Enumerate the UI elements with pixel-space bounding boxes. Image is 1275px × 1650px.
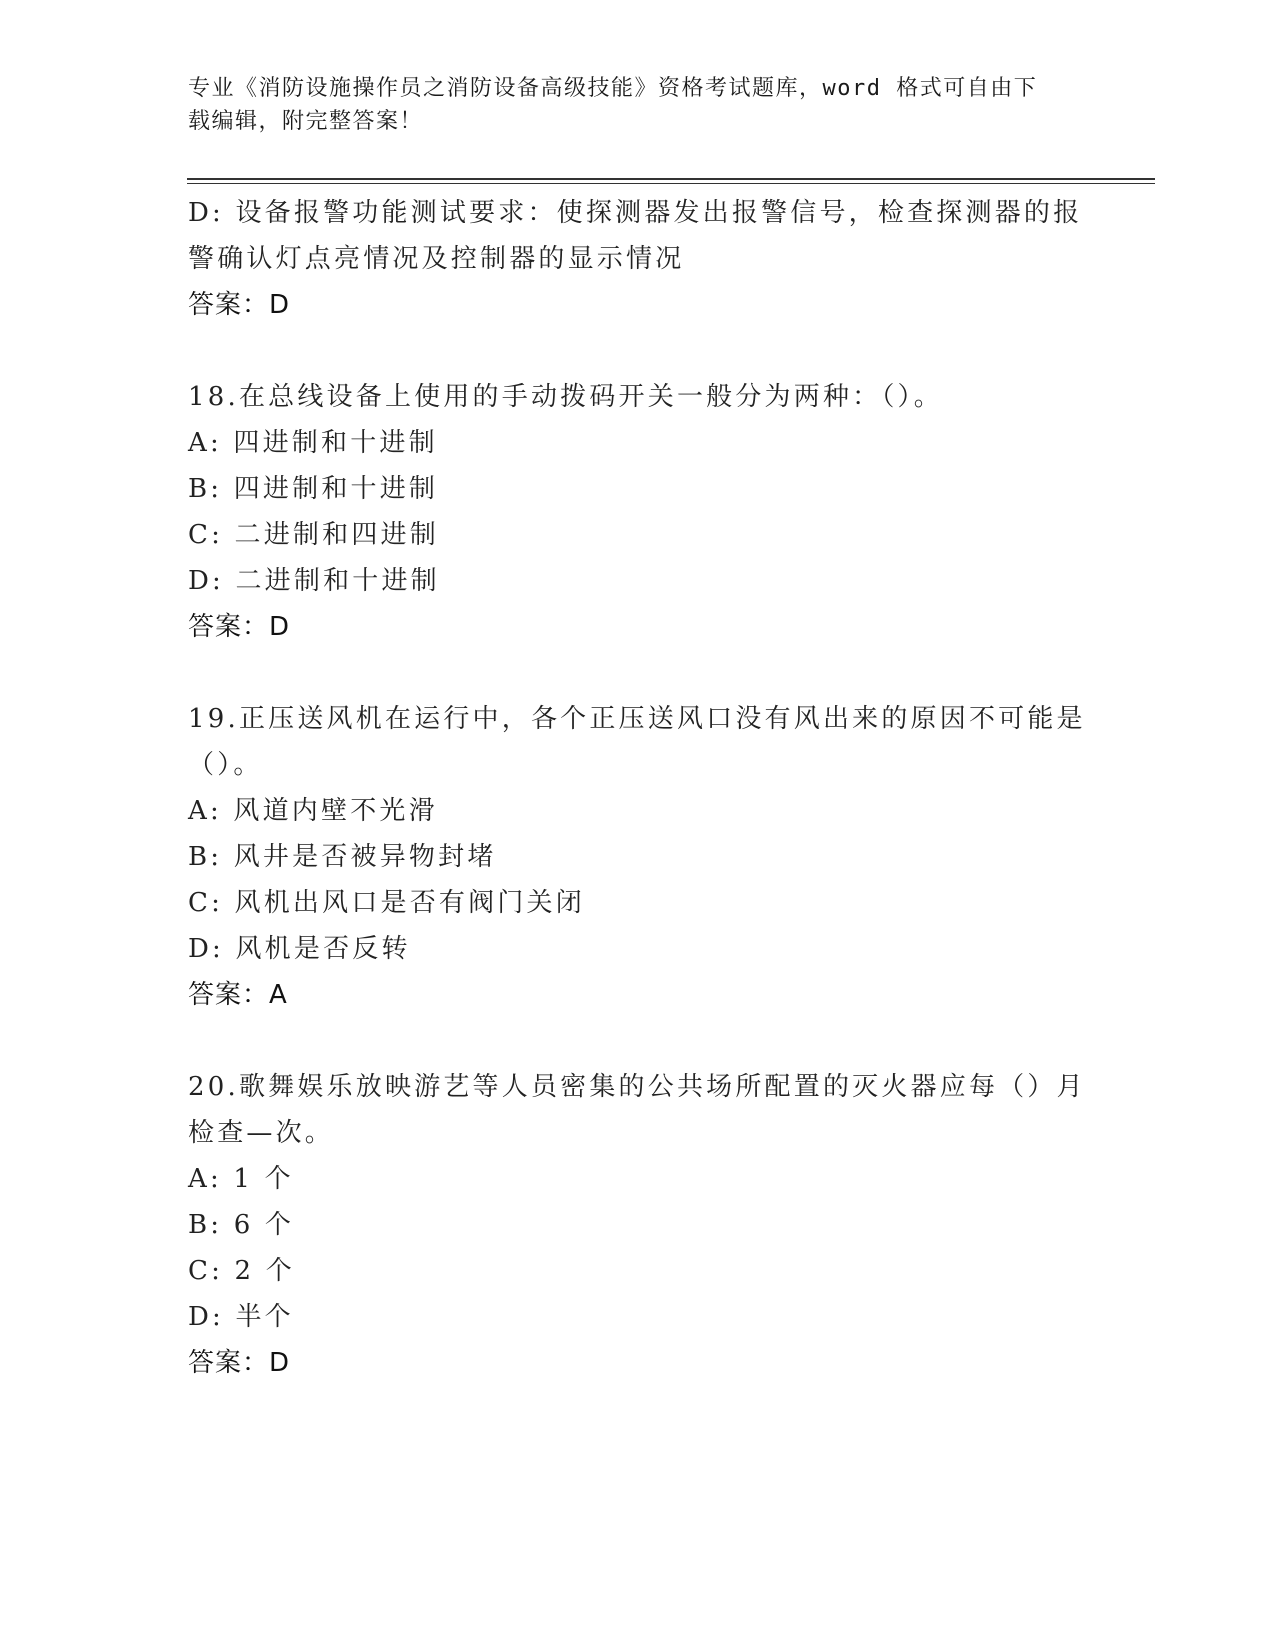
option-d: D: 设备报警功能测试要求：使探测器发出报警信号，检查探测器的报 [188, 198, 1083, 228]
continued-question [188, 190, 1088, 328]
option-c: C: 二进制和四进制 [188, 520, 439, 550]
question-content [188, 190, 1088, 1386]
question-19 [188, 696, 1088, 1018]
option-a: A: 四进制和十进制 [188, 428, 438, 458]
option-d: D: 风机是否反转 [188, 934, 411, 964]
document-header [188, 72, 1088, 138]
option-c: C: 2 个 [188, 1256, 295, 1286]
answer: 答案：D [188, 290, 291, 320]
question-text: 18.在总线设备上使用的手动拨码开关一般分为两种：（）。 [188, 382, 943, 412]
option-a: A: 1 个 [188, 1164, 294, 1194]
option-a: A: 风道内壁不光滑 [188, 796, 438, 826]
header-line-2: 载编辑，附完整答案！ [188, 109, 424, 134]
answer: 答案：D [188, 1348, 291, 1378]
option-d: D: 二进制和十进制 [188, 566, 440, 596]
question-text: 19.正压送风机在运行中，各个正压送风口没有风出来的原因不可能是 [188, 704, 1086, 734]
question-18 [188, 374, 1088, 650]
option-c: C: 风机出风口是否有阀门关闭 [188, 888, 585, 918]
option-d-continued: 警确认灯点亮情况及控制器的显示情况 [188, 244, 685, 274]
question-20 [188, 1064, 1088, 1386]
header-divider-thin [187, 183, 1155, 184]
answer: 答案：A [188, 980, 288, 1010]
header-line-1: 专业《消防设施操作员之消防设备高级技能》资格考试题库，word 格式可自由下 [188, 76, 1038, 101]
option-b: B: 风井是否被异物封堵 [188, 842, 497, 872]
option-d: D: 半个 [188, 1302, 294, 1332]
question-text-continued: 检查—次。 [188, 1118, 335, 1148]
question-text-continued: （）。 [188, 750, 263, 780]
answer: 答案：D [188, 612, 291, 642]
header-divider-thick [187, 178, 1155, 180]
question-text: 20.歌舞娱乐放映游艺等人员密集的公共场所配置的灭火器应每（）月 [188, 1072, 1086, 1102]
option-b: B: 6 个 [188, 1210, 295, 1240]
option-b: B: 四进制和十进制 [188, 474, 439, 504]
